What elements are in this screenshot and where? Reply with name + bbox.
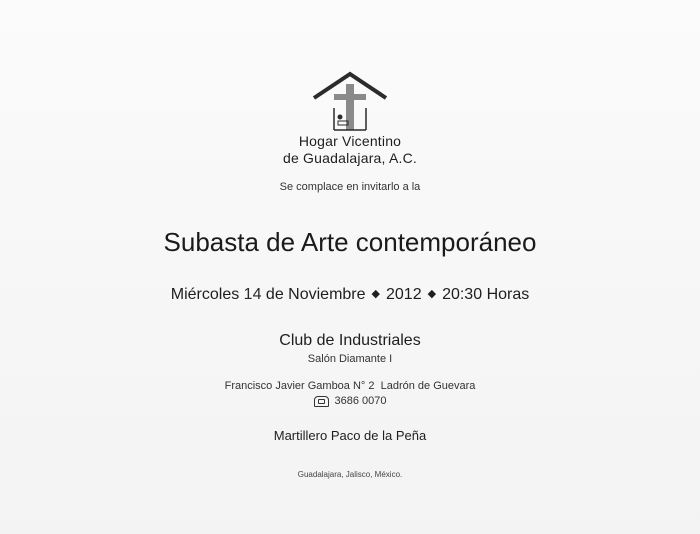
separator-diamond-icon: ◆ (371, 288, 380, 300)
venue-phone (0, 395, 700, 407)
auctioneer: Martillero Paco de la Peña (273, 428, 427, 443)
organization-name-line1: Hogar Vicentino (298, 133, 402, 149)
day: 14 (243, 286, 262, 303)
invitation-text: Se complace en invitarlo a la (279, 181, 421, 193)
weekday: Miércoles (170, 286, 240, 303)
year: 2012 (386, 286, 422, 303)
house-cross-logo-icon (310, 70, 390, 132)
event-schedule (0, 286, 700, 304)
month: de Noviembre (265, 286, 366, 303)
city-location: Guadalajara, Jalisco, México. (297, 470, 403, 479)
phone-number: 3686 0070 (334, 395, 387, 407)
venue-room: Salón Diamante I (307, 353, 393, 365)
event-title: Subasta de Arte contemporáneo (163, 227, 537, 257)
telephone-icon (314, 396, 329, 407)
organization-name-line2: de Guadalajara, A.C. (283, 150, 417, 166)
venue-address: Francisco Javier Gamboa N° 2 Ladrón de Guevara (224, 380, 476, 392)
time: 20:30 (442, 286, 483, 303)
time-unit: Horas (486, 286, 530, 303)
venue-name: Club de Industriales (279, 332, 421, 349)
separator-diamond-icon: ◆ (427, 288, 437, 300)
